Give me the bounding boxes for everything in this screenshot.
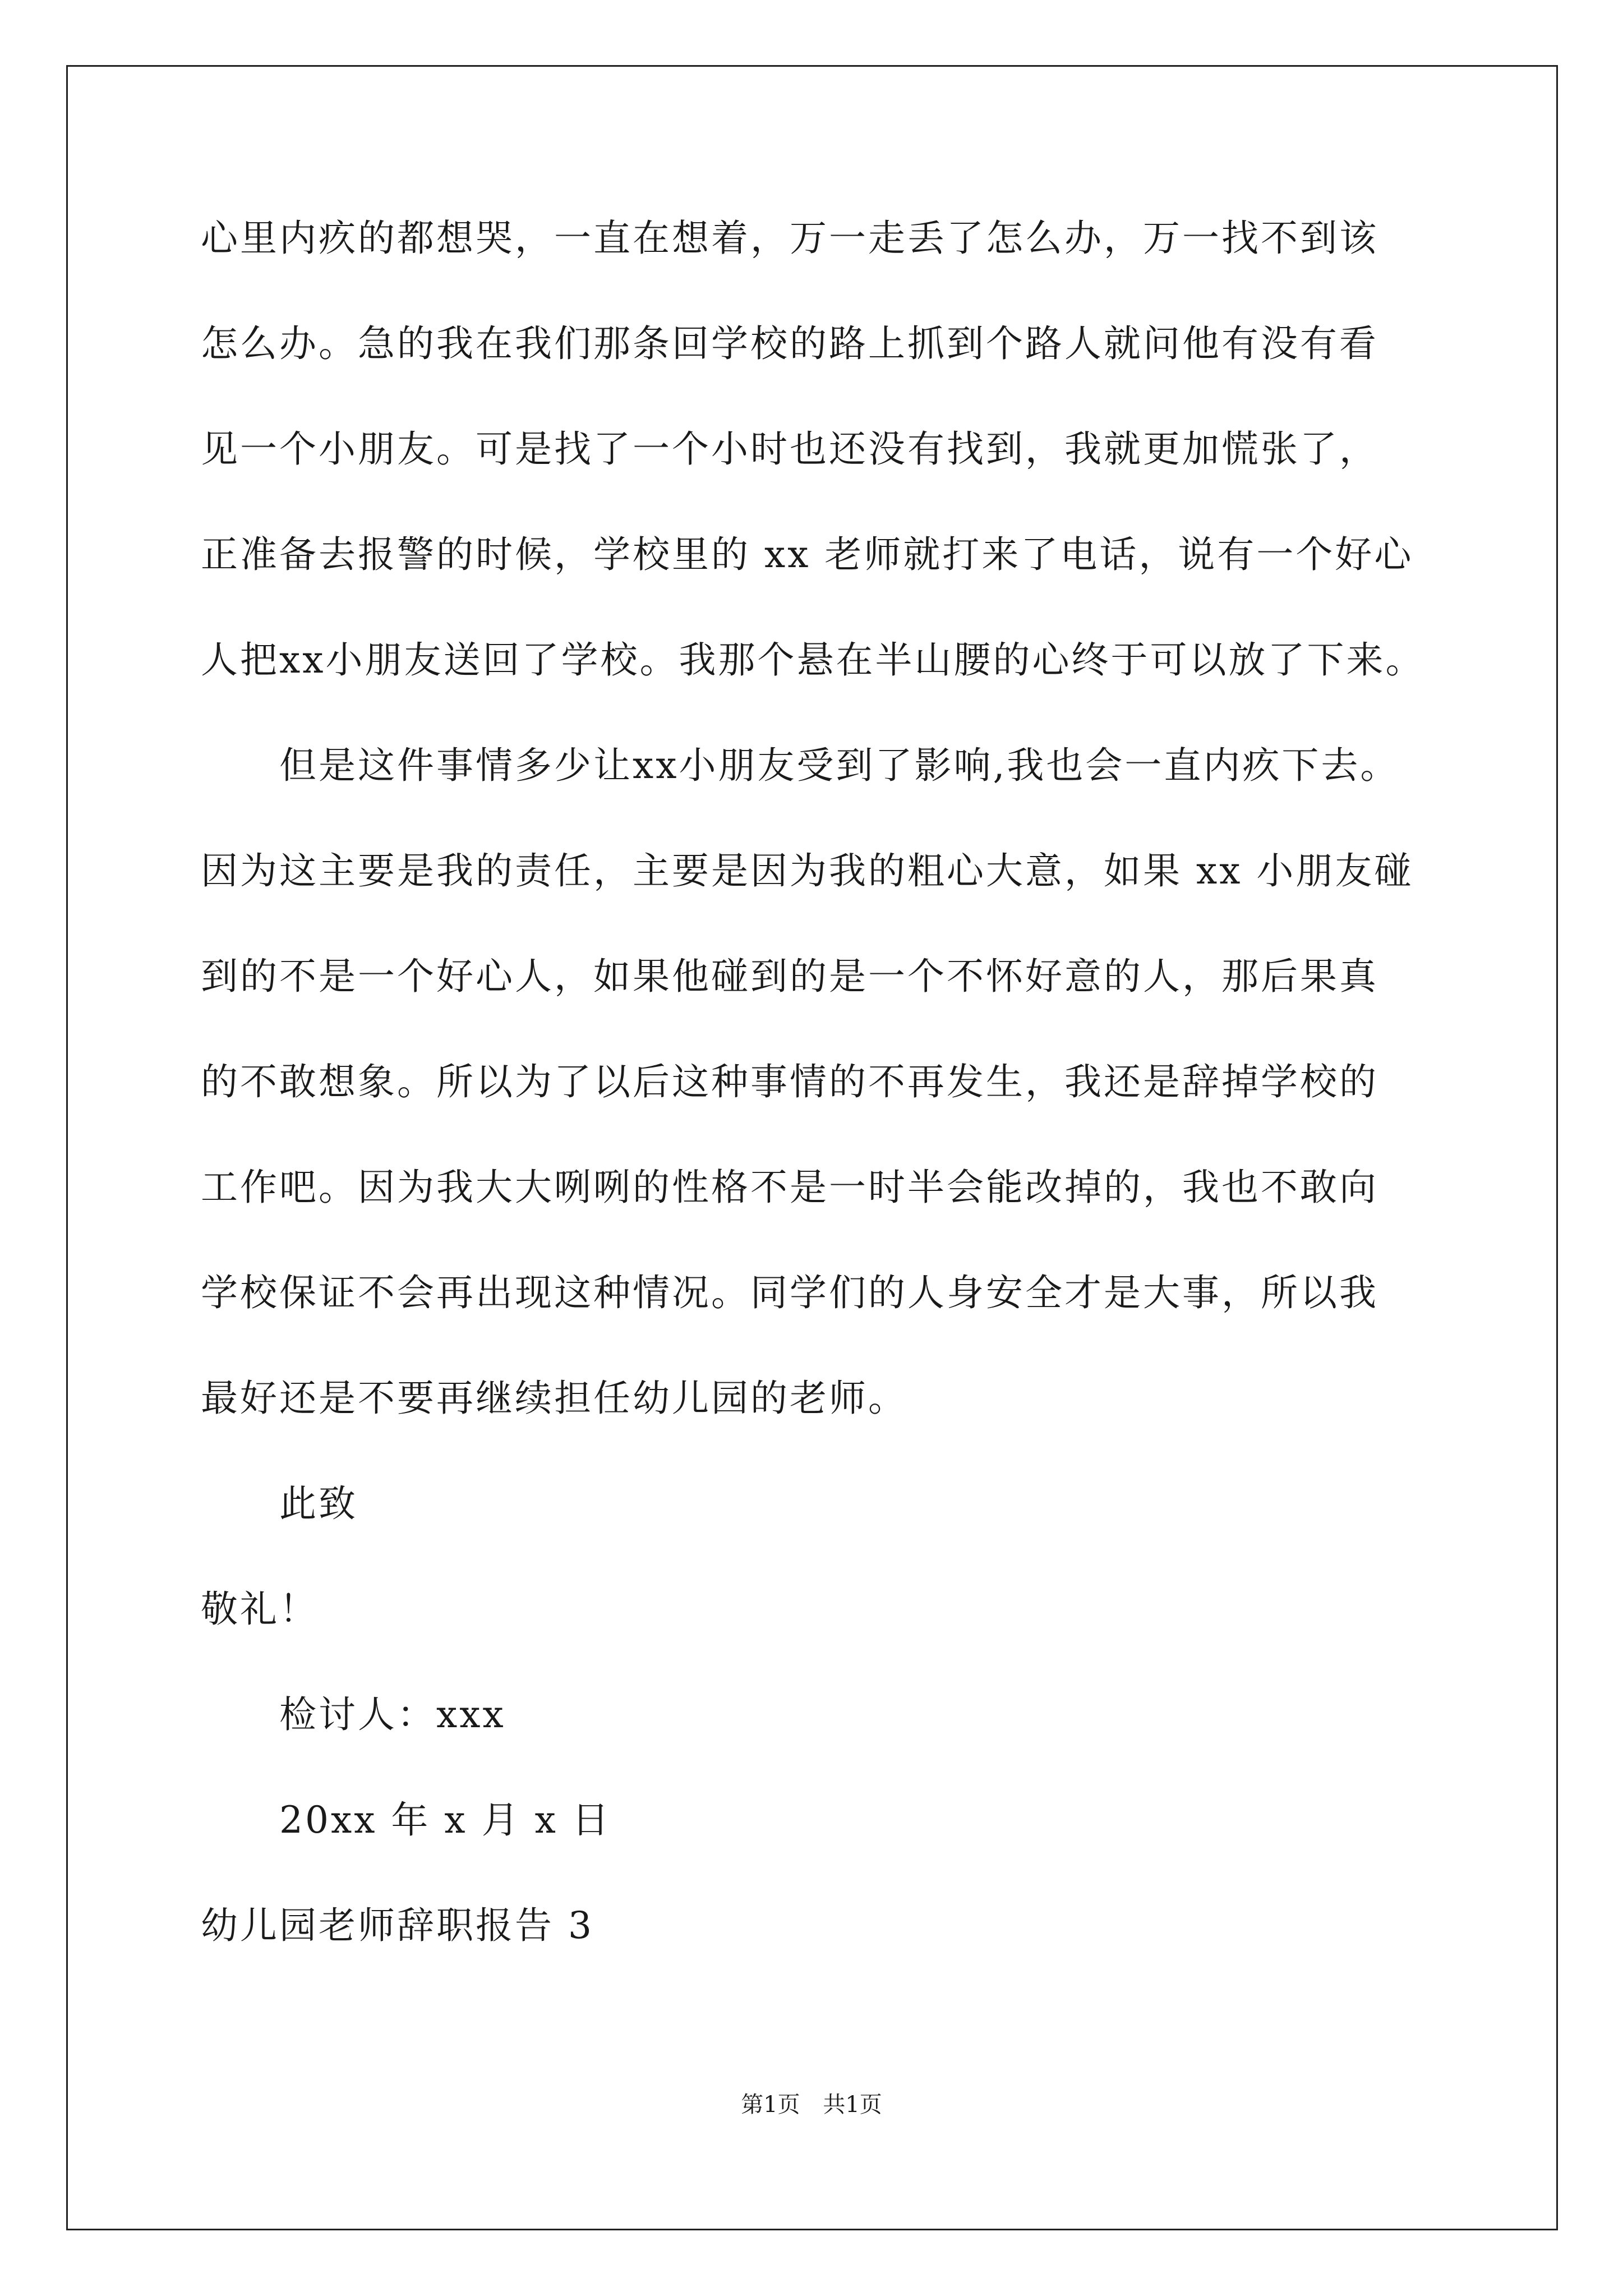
text-line-4: 正准备去报警的时候，学校里的 xx 老师就打来了电话，说有一个好心 — [201, 533, 1414, 576]
text-line-12: 最好还是不要再继续担任幼儿园的老师。 — [201, 1377, 907, 1420]
text-line-7: 因为这主要是我的责任，主要是因为我的粗心大意，如果 xx 小朋友碰 — [201, 849, 1414, 892]
page-number-current: 第1页 — [741, 2092, 800, 2118]
text-line-6: 但是这件事情多少让xx小朋友受到了影响,我也会一直内疚下去。 — [279, 744, 1400, 787]
page-number-total: 共1页 — [823, 2092, 882, 2118]
text-line-9: 的不敢想象。所以为了以后这种事情的不再发生，我还是辞掉学校的 — [201, 1060, 1378, 1103]
text-line-11: 学校保证不会再出现这种情况。同学们的人身安全才是大事，所以我 — [201, 1271, 1378, 1314]
page-footer — [0, 2093, 1623, 2116]
closing-regards: 敬礼！ — [201, 1588, 319, 1631]
text-line-2: 怎么办。急的我在我们那条回学校的路上抓到个路人就问他有没有看 — [201, 322, 1378, 365]
text-line-5: 人把xx小朋友送回了学校。我那个悬在半山腰的心终于可以放了下来。 — [201, 638, 1425, 682]
text-line-8: 到的不是一个好心人，如果他碰到的是一个不怀好意的人，那后果真 — [201, 955, 1378, 998]
document-body — [201, 217, 1435, 2013]
text-line-10: 工作吧。因为我大大咧咧的性格不是一时半会能改掉的，我也不敢向 — [201, 1166, 1378, 1209]
closing-salutation: 此致 — [279, 1482, 358, 1525]
section-heading: 幼儿园老师辞职报告 3 — [201, 1904, 594, 1947]
text-line-3: 见一个小朋友。可是找了一个小时也还没有找到，我就更加慌张了， — [201, 427, 1378, 471]
date-line: 20xx 年 x 月 x 日 — [279, 1798, 611, 1842]
text-line-1: 心里内疚的都想哭，一直在想着，万一走丢了怎么办，万一找不到该 — [201, 217, 1378, 260]
signature-line: 检讨人：xxx — [279, 1693, 506, 1736]
